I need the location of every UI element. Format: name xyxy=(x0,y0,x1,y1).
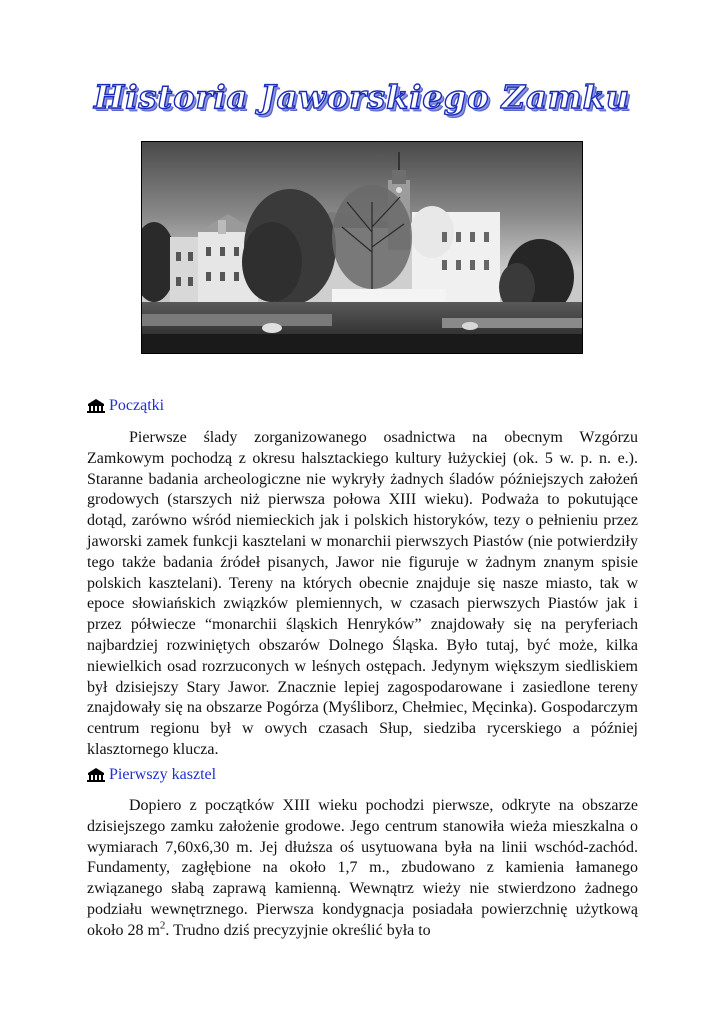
section-heading-pierwszy-kasztel xyxy=(87,766,216,784)
building-icon xyxy=(87,399,105,413)
superscript: 2 xyxy=(159,919,166,932)
paragraph-text-continued: . Trudno dziś precyzyjnie określić była to xyxy=(165,921,431,939)
paragraph-text: Dopiero z początków XIII wieku pochodzi pierwsze, odkryte na obszarze dzisiejszego zamku założenie grodowe. Jego centrum stanowiła wieża mieszkalna o wymiarach 7,60x6,30 m. Jej dłuższa oś usytuowana była na linii wschód-zachód. Fundamenty, zagłębione na około 1,7 m., zbudowano z kamienia łamanego związanego słabą zaprawą kamienną. Wewnątrz wieży nie stwierdzono żadnego podziału wewnętrznego. Pierwsza kondygnacja posiadała powierzchnię użytkową około 28 m xyxy=(87,797,638,939)
section-paragraph-pierwszy-kasztel xyxy=(87,796,638,942)
section-paragraph-poczatki: Pierwsze ślady zorganizowanego osadnictwa na obecnym Wzgórzu Zamkowym pochodzą z okresu halsztackiego kultury łużyckiej (ok. 5 w. p. n. e.). Staranne badania archeologiczne nie wykryły żadnych śladów późniejszych założeń grodowych (starszych niż pierwsza połowa XIII wieku). Podważa to pokutujące dotąd, zarówno wśród niemieckich jak i polskich historyków, tezy o pełnieniu przez jaworski zamek funkcji kasztelani w monarchii pierwszych Piastów (nie potwierdziły tego także badania źródeł pisanych, Jawor nie figuruje w żadnym znanym spisie polskich kasztelani). Tereny na których obecnie znajduje się nasze miasto, tak w epoce słowiańskich związków plemiennych, w czasach pierwszych Piastów jak i przez półwiecze “monarchii śląskich Henryków” znajdowały się na peryferiach najbardziej rozwiniętych obszarów Dolnego Śląska. Było tutaj, być może, kilka niewielkich osad rozrzuconych w leśnych ostępach. Jedynym większym siedliskiem był dzisiejszy Stary Jawor. Znacznie lepiej zagospodarowane i zasiedlone tereny znajdowały się na obszarze Pogórza (Myśliborz, Chełmiec, Męcinka). Gospodarczym centrum regionu był w owych czasach Słup, siedziba rycerskiego a później klasztornego klucza. xyxy=(87,429,638,758)
section-heading-poczatki xyxy=(87,397,164,415)
castle-photo xyxy=(141,141,583,354)
building-icon xyxy=(87,768,105,782)
page-title: Historia Jaworskiego Zamku xyxy=(94,78,630,116)
section-heading-label: Pierwszy kasztel xyxy=(109,766,217,783)
section-heading-label: Początki xyxy=(109,397,165,414)
